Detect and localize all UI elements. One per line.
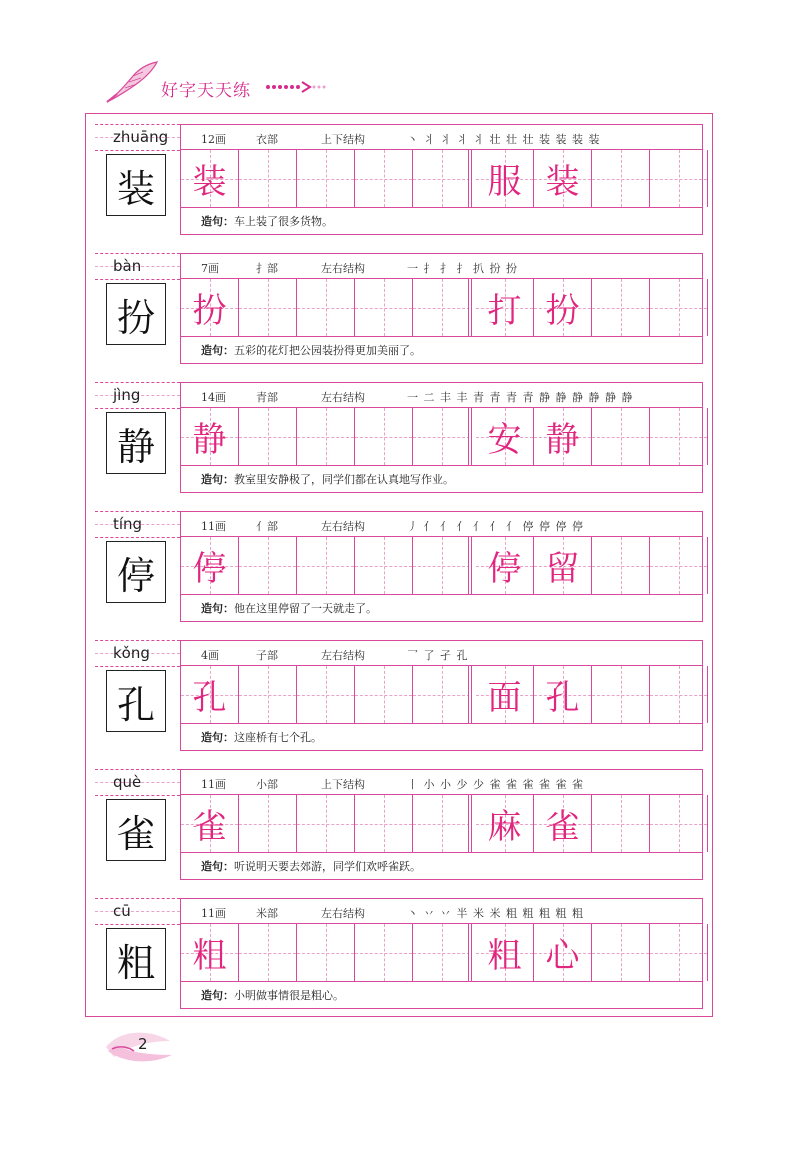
- structure: 左右结构: [321, 907, 365, 920]
- practice-cell: [413, 924, 471, 981]
- model-char-box: [106, 541, 166, 603]
- practice-cell: [476, 537, 534, 594]
- practice-char: 静: [545, 420, 580, 460]
- structure: 上下结构: [321, 133, 365, 146]
- practice-panel: [180, 124, 703, 235]
- practice-char: 雀: [192, 807, 227, 847]
- practice-grid: [181, 150, 702, 208]
- character-entry: [95, 769, 703, 880]
- practice-cell: [239, 279, 297, 336]
- practice-cell: [650, 924, 708, 981]
- practice-cell: [297, 150, 355, 207]
- sentence-label: 造句：: [201, 344, 234, 357]
- practice-grid: [181, 924, 702, 982]
- practice-char: 装: [545, 162, 580, 202]
- stroke-count: 11画: [201, 907, 226, 920]
- sentence-label: 造句：: [201, 215, 234, 228]
- practice-cell: [239, 666, 297, 723]
- practice-grid: [181, 666, 702, 724]
- sentence-text: 车上装了很多货物。: [234, 215, 333, 228]
- sentence-label: 造句：: [201, 989, 234, 1002]
- structure: 上下结构: [321, 778, 365, 791]
- practice-grid: [181, 537, 702, 595]
- practice-cell: [592, 924, 650, 981]
- practice-panel: [180, 898, 703, 1009]
- practice-cell: [355, 279, 413, 336]
- practice-cell: [592, 150, 650, 207]
- sentence-text: 小明做事情很是粗心。: [234, 989, 344, 1002]
- char-info-row: [181, 383, 702, 408]
- practice-cell: [592, 537, 650, 594]
- practice-grid: [181, 795, 702, 853]
- practice-cell: [650, 279, 708, 336]
- practice-char: 装: [192, 162, 227, 202]
- grid-separator: [468, 666, 472, 723]
- pinyin: tíng: [113, 515, 143, 533]
- character-entry: [95, 253, 703, 364]
- practice-cell: [181, 408, 239, 465]
- pinyin-box: [95, 898, 180, 925]
- practice-cell: [181, 150, 239, 207]
- grid-separator: [468, 924, 472, 981]
- page-number: 2: [138, 1035, 148, 1053]
- radical: 亻部: [256, 520, 278, 533]
- char-info-row: [181, 770, 702, 795]
- practice-char: 孔: [192, 678, 227, 718]
- practice-char: 扮: [192, 291, 227, 331]
- practice-cell: [650, 666, 708, 723]
- practice-char: 停: [487, 549, 522, 589]
- practice-panel: [180, 382, 703, 493]
- model-char: 孔: [116, 682, 155, 727]
- char-info-row: [181, 254, 702, 279]
- practice-cell: [592, 666, 650, 723]
- pinyin-box: [95, 124, 180, 151]
- practice-cell: [239, 924, 297, 981]
- sentence-text: 听说明天要去郊游，同学们欢呼雀跃。: [234, 860, 421, 873]
- practice-cell: [476, 279, 534, 336]
- stroke-order: 丨 小 小 少 少 雀 雀 雀 雀 雀 雀: [407, 778, 584, 791]
- practice-cell: [476, 795, 534, 852]
- radical: 子部: [256, 649, 278, 662]
- pinyin: cū: [113, 902, 131, 920]
- practice-cell: [297, 408, 355, 465]
- practice-cell: [297, 279, 355, 336]
- practice-cell: [592, 279, 650, 336]
- model-char: 装: [116, 166, 155, 211]
- practice-cell: [413, 795, 471, 852]
- practice-cell: [476, 408, 534, 465]
- practice-char: 安: [487, 420, 522, 460]
- practice-cell: [650, 408, 708, 465]
- practice-cell: [413, 537, 471, 594]
- practice-char: 粗: [487, 936, 522, 976]
- stroke-count: 14画: [201, 391, 226, 404]
- sentence-label: 造句：: [201, 602, 234, 615]
- model-char-box: [106, 412, 166, 474]
- pinyin: què: [113, 773, 142, 791]
- stroke-count: 7画: [201, 262, 219, 275]
- pinyin-box: [95, 253, 180, 280]
- practice-char: 面: [487, 678, 522, 718]
- practice-cell: [534, 150, 592, 207]
- model-char: 扮: [116, 295, 155, 340]
- example-sentence: [201, 342, 421, 358]
- practice-cell: [297, 537, 355, 594]
- practice-cell: [355, 795, 413, 852]
- stroke-order: 丿 亻 亻 亻 亻 亻 亻 停 停 停 停: [407, 520, 584, 533]
- practice-cell: [239, 537, 297, 594]
- practice-cell: [413, 408, 471, 465]
- practice-grid: [181, 408, 702, 466]
- radical: 米部: [256, 907, 278, 920]
- stroke-count: 12画: [201, 133, 226, 146]
- model-char-box: [106, 928, 166, 990]
- sentence-text: 这座桥有七个孔。: [234, 731, 322, 744]
- practice-cell: [476, 666, 534, 723]
- practice-cell: [181, 924, 239, 981]
- pinyin: bàn: [113, 257, 142, 275]
- practice-cell: [476, 150, 534, 207]
- practice-cell: [355, 150, 413, 207]
- example-sentence: [201, 858, 421, 874]
- model-char: 粗: [116, 940, 155, 985]
- stroke-order: 一 二 丰 丰 青 青 青 青 静 静 静 静 静 静: [407, 391, 634, 404]
- practice-panel: [180, 511, 703, 622]
- example-sentence: [201, 729, 322, 745]
- char-info-row: [181, 641, 702, 666]
- radical: 扌部: [256, 262, 278, 275]
- grid-separator: [468, 408, 472, 465]
- char-info-row: [181, 512, 702, 537]
- character-entry: [95, 511, 703, 622]
- sentence-label: 造句：: [201, 860, 234, 873]
- stroke-order: 丶 丬 丬 丬 丬 壮 壮 壮 装 装 装 装: [407, 133, 601, 146]
- practice-cell: [413, 666, 471, 723]
- practice-cell: [413, 150, 471, 207]
- practice-panel: [180, 640, 703, 751]
- structure: 左右结构: [321, 262, 365, 275]
- stroke-order: 乛 了 孑 孔: [407, 649, 469, 662]
- character-entry: [95, 640, 703, 751]
- grid-separator: [468, 150, 472, 207]
- radical: 小部: [256, 778, 278, 791]
- pinyin-box: [95, 769, 180, 796]
- practice-cell: [297, 666, 355, 723]
- sentence-label: 造句：: [201, 473, 234, 486]
- radical: 衣部: [256, 133, 278, 146]
- character-entry: [95, 898, 703, 1009]
- example-sentence: [201, 213, 333, 229]
- sentence-text: 五彩的花灯把公园装扮得更加美丽了。: [234, 344, 421, 357]
- pen-icon: [103, 58, 161, 106]
- practice-cell: [650, 150, 708, 207]
- practice-cell: [181, 666, 239, 723]
- practice-grid: [181, 279, 702, 337]
- pinyin: jìng: [113, 386, 141, 404]
- stroke-order: 一 扌 扌 扌 扒 扮 扮: [407, 262, 518, 275]
- structure: 左右结构: [321, 391, 365, 404]
- practice-cell: [592, 408, 650, 465]
- practice-char: 粗: [192, 936, 227, 976]
- practice-char: 麻: [487, 807, 522, 847]
- sentence-text: 他在这里停留了一天就走了。: [234, 602, 377, 615]
- pinyin-box: [95, 640, 180, 667]
- practice-cell: [534, 408, 592, 465]
- model-char-box: [106, 283, 166, 345]
- practice-cell: [181, 537, 239, 594]
- example-sentence: [201, 987, 344, 1003]
- structure: 左右结构: [321, 520, 365, 533]
- stroke-count: 11画: [201, 520, 226, 533]
- pinyin: zhuāng: [113, 128, 169, 146]
- pinyin-box: [95, 382, 180, 409]
- practice-cell: [181, 279, 239, 336]
- model-char: 停: [116, 553, 155, 598]
- page-footer: [100, 1025, 180, 1070]
- practice-cell: [355, 924, 413, 981]
- practice-char: 留: [545, 549, 580, 589]
- practice-cell: [297, 924, 355, 981]
- practice-cell: [239, 408, 297, 465]
- practice-cell: [650, 537, 708, 594]
- stroke-count: 4画: [201, 649, 219, 662]
- practice-cell: [239, 795, 297, 852]
- practice-char: 心: [545, 936, 580, 976]
- character-entry: [95, 382, 703, 493]
- model-char: 静: [116, 424, 155, 469]
- model-char-box: [106, 670, 166, 732]
- practice-char: 静: [192, 420, 227, 460]
- practice-cell: [297, 795, 355, 852]
- grid-separator: [468, 795, 472, 852]
- char-info-row: [181, 125, 702, 150]
- practice-char: 孔: [545, 678, 580, 718]
- practice-cell: [181, 795, 239, 852]
- practice-cell: [413, 279, 471, 336]
- practice-char: 服: [487, 162, 522, 202]
- example-sentence: [201, 600, 377, 616]
- practice-cell: [650, 795, 708, 852]
- sentence-text: 教室里安静极了，同学们都在认真地写作业。: [234, 473, 454, 486]
- practice-char: 打: [487, 291, 522, 331]
- practice-char: 雀: [545, 807, 580, 847]
- practice-cell: [355, 666, 413, 723]
- practice-cell: [534, 279, 592, 336]
- example-sentence: [201, 471, 454, 487]
- practice-cell: [534, 537, 592, 594]
- practice-cell: [534, 795, 592, 852]
- practice-cell: [355, 537, 413, 594]
- char-info-row: [181, 899, 702, 924]
- pinyin-box: [95, 511, 180, 538]
- radical: 青部: [256, 391, 278, 404]
- sentence-label: 造句：: [201, 731, 234, 744]
- page-title: 好字天天练: [161, 81, 251, 101]
- practice-char: 停: [192, 549, 227, 589]
- practice-cell: [534, 666, 592, 723]
- practice-panel: [180, 769, 703, 880]
- structure: 左右结构: [321, 649, 365, 662]
- practice-cell: [534, 924, 592, 981]
- practice-cell: [239, 150, 297, 207]
- model-char-box: [106, 799, 166, 861]
- practice-cell: [476, 924, 534, 981]
- grid-separator: [468, 537, 472, 594]
- pinyin: kǒng: [113, 644, 150, 662]
- page-header: [95, 58, 415, 110]
- practice-char: 扮: [545, 291, 580, 331]
- model-char: 雀: [116, 811, 155, 856]
- stroke-order: 丶 丷 丷 半 米 米 粗 粗 粗 粗 粗: [407, 907, 584, 920]
- practice-panel: [180, 253, 703, 364]
- practice-cell: [355, 408, 413, 465]
- practice-cell: [592, 795, 650, 852]
- dotted-arrow-icon: [265, 81, 329, 93]
- character-entry: [95, 124, 703, 235]
- stroke-count: 11画: [201, 778, 226, 791]
- model-char-box: [106, 154, 166, 216]
- grid-separator: [468, 279, 472, 336]
